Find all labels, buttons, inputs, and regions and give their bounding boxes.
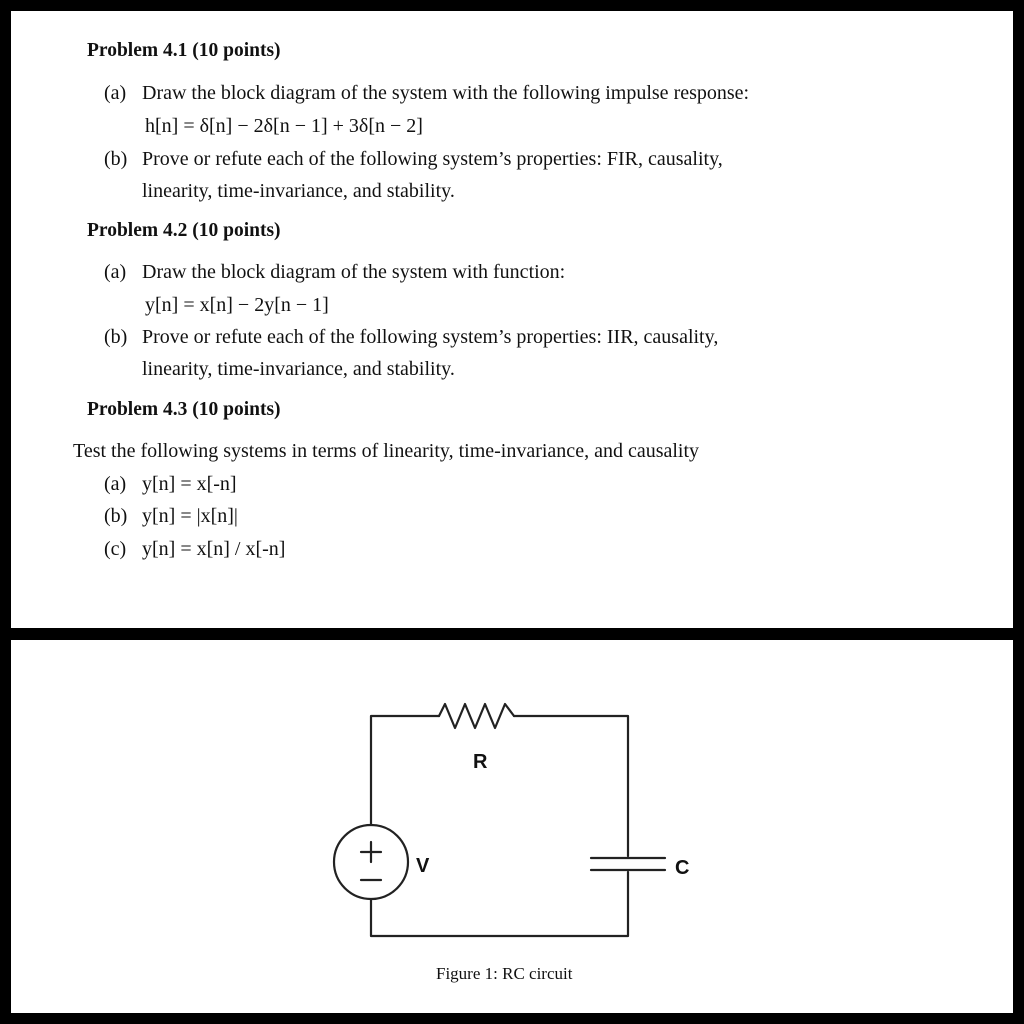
- problem-4-3-item-a: [104, 472, 237, 496]
- part-label: (a): [104, 473, 127, 495]
- part-label: (b): [104, 505, 128, 527]
- part-label: (a): [104, 82, 127, 104]
- capacitor-label: C: [675, 857, 690, 879]
- part-equation: y[n] = x[n] / x[-n]: [142, 538, 286, 560]
- problem-sheet: [11, 11, 1013, 628]
- problem-4-1-part-b: [104, 147, 723, 171]
- resistor-zigzag: [439, 704, 514, 728]
- resistor-label: R: [473, 751, 488, 773]
- figure-panel: [11, 640, 1013, 1013]
- problem-4-3-intro: Test the following systems in terms of linearity, time-invariance, and causality: [73, 440, 700, 462]
- problem-4-3-title: Problem 4.3 (10 points): [87, 399, 281, 420]
- source-label: V: [416, 855, 430, 877]
- problem-4-1-equation: h[n] = δ[n] − 2δ[n − 1] + 3δ[n − 2]: [145, 115, 423, 137]
- problem-4-2-part-b-cont: linearity, time-invariance, and stability.: [142, 358, 455, 380]
- wire-right-top: [514, 716, 628, 856]
- problem-4-2-equation: y[n] = x[n] − 2y[n − 1]: [145, 294, 329, 316]
- problem-4-2-part-a: [104, 260, 565, 284]
- part-text: Draw the block diagram of the system with the following impulse response:: [142, 82, 750, 104]
- wire-left-top: [371, 716, 439, 825]
- problem-4-1-part-a: [104, 81, 749, 105]
- part-text: Draw the block diagram of the system with function:: [142, 261, 566, 283]
- rc-circuit-diagram: [11, 640, 1013, 1013]
- part-label: (b): [104, 326, 128, 348]
- part-text: Prove or refute each of the following system’s properties: FIR, causality,: [142, 148, 723, 170]
- part-equation: y[n] = |x[n]|: [142, 505, 238, 527]
- problem-4-3-item-c: [104, 537, 285, 561]
- part-text: Prove or refute each of the following system’s properties: IIR, causality,: [142, 326, 719, 348]
- problem-4-2-title: Problem 4.2 (10 points): [87, 220, 281, 241]
- figure-caption: Figure 1: RC circuit: [436, 964, 573, 983]
- problem-4-2-part-b: [104, 325, 718, 349]
- wire-bottom: [371, 872, 628, 936]
- problem-4-1-title: Problem 4.1 (10 points): [87, 40, 281, 61]
- problem-4-1-part-b-cont: linearity, time-invariance, and stability.: [142, 180, 455, 202]
- problem-4-3-item-b: [104, 504, 238, 528]
- part-equation: y[n] = x[-n]: [142, 473, 237, 495]
- part-label: (c): [104, 538, 127, 560]
- part-label: (a): [104, 261, 127, 283]
- part-label: (b): [104, 148, 128, 170]
